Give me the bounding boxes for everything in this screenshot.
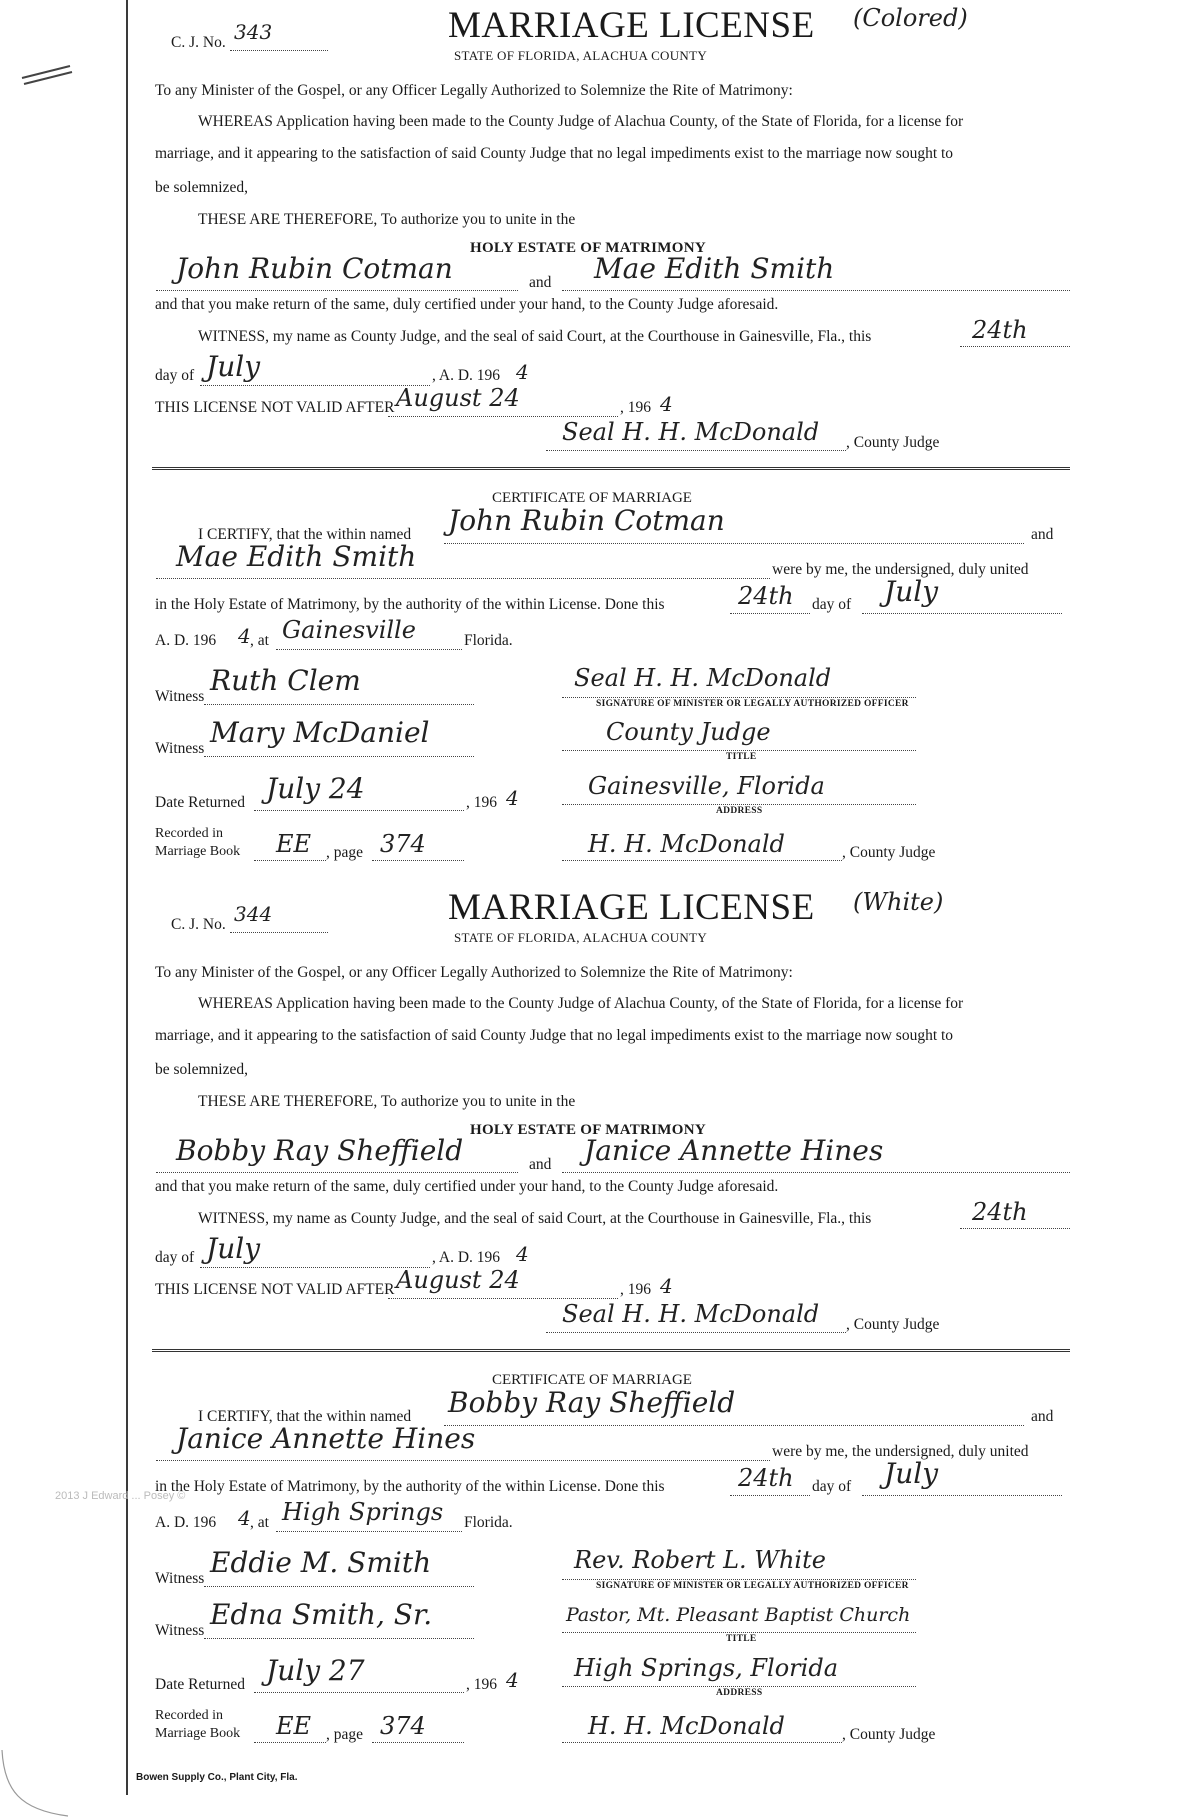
cert-day-of-label: day of — [812, 596, 852, 613]
not-valid-date: August 24 — [396, 384, 520, 412]
witness-label-1: Witness — [155, 688, 205, 705]
officer-title: Pastor, Mt. Pleasant Baptist Church — [566, 1604, 911, 1626]
cj-number: 344 — [234, 902, 273, 926]
recorder-judge-label: , County Judge — [842, 1726, 936, 1743]
day-of-label: day of — [155, 367, 195, 384]
at-label: , at — [250, 1514, 269, 1531]
book-value: EE — [276, 1712, 312, 1740]
address-caption: ADDRESS — [716, 806, 763, 816]
cert-day-of-label: day of — [812, 1478, 852, 1495]
license-subtitle: STATE OF FLORIDA, ALACHUA COUNTY — [454, 48, 708, 63]
certify-label: I CERTIFY, that the within named — [198, 1408, 412, 1425]
judge-signature: Seal H. H. McDonald — [562, 1300, 820, 1328]
watermark-text: 2013 J Edward ... Posey © — [55, 1490, 186, 1502]
date-returned-label: Date Returned — [155, 794, 245, 811]
recorded-label-1: Recorded in — [155, 826, 224, 841]
recorded-label-2: Marriage Book — [155, 844, 241, 859]
section-divider — [152, 1349, 1070, 1352]
license-subtitle: STATE OF FLORIDA, ALACHUA COUNTY — [454, 930, 708, 945]
not-valid-label: THIS LICENSE NOT VALID AFTER — [155, 1281, 395, 1298]
date-returned-label: Date Returned — [155, 1676, 245, 1693]
sig-caption: SIGNATURE OF MINISTER OR LEGALLY AUTHORIZED OFFICER — [596, 1581, 909, 1591]
judge-signature: Seal H. H. McDonald — [562, 418, 820, 446]
holy-line: in the Holy Estate of Matrimony, by the authority of the within License. Done this — [155, 596, 665, 613]
cert-groom: Bobby Ray Sheffield — [448, 1386, 736, 1419]
not-valid-year: 4 — [660, 392, 673, 416]
cj-label: C. J. No. — [171, 916, 226, 933]
title-caption: TITLE — [726, 752, 757, 762]
license-title: MARRIAGE LICENSE — [448, 887, 815, 928]
florida-label: Florida. — [464, 1514, 513, 1531]
license-month: July — [206, 1232, 261, 1265]
officer-title: County Judge — [606, 718, 771, 746]
whereas-line-3: be solemnized, — [155, 1061, 248, 1078]
recorder-signature: H. H. McDonald — [588, 830, 785, 858]
not-valid-label: THIS LICENSE NOT VALID AFTER — [155, 399, 395, 416]
cert-place: High Springs — [282, 1498, 444, 1526]
at-label: , at — [250, 632, 269, 649]
done-day: 24th — [738, 1464, 794, 1492]
page-label: , page — [326, 844, 364, 861]
cj-label: C. J. No. — [171, 34, 226, 51]
returned-year-label: , 196 — [466, 1676, 497, 1693]
whereas-line-2: marriage, and it appearing to the satisfaction of said County Judge that no legal impediments exist to the marriage now sought to — [155, 145, 954, 162]
not-valid-year-label: , 196 — [620, 1281, 651, 1298]
officer-signature: Rev. Robert L. White — [574, 1546, 826, 1574]
cert-title: CERTIFICATE OF MARRIAGE — [492, 490, 692, 506]
printer-footer: Bowen Supply Co., Plant City, Fla. — [136, 1772, 298, 1783]
witness-2-name: Mary McDaniel — [210, 716, 430, 749]
cert-year: 4 — [238, 1506, 251, 1530]
intro-line: To any Minister of the Gospel, or any Officer Legally Authorized to Solemnize the Rite of Matrimony: — [155, 82, 793, 99]
officer-signature: Seal H. H. McDonald — [574, 664, 832, 692]
whereas-line-2: marriage, and it appearing to the satisfaction of said County Judge that no legal impediments exist to the marriage now sought to — [155, 1027, 954, 1044]
bride-name: Janice Annette Hines — [584, 1134, 884, 1167]
margin-mark-icon — [18, 60, 76, 88]
holy-estate-heading: HOLY ESTATE OF MATRIMONY — [470, 240, 706, 256]
recorded-label-1: Recorded in — [155, 1708, 224, 1723]
address-value: Gainesville, Florida — [588, 772, 825, 800]
county-judge-label: , County Judge — [846, 434, 940, 451]
corner-fold-icon — [0, 1750, 70, 1818]
cert-title: CERTIFICATE OF MARRIAGE — [492, 1372, 692, 1388]
therefore-line: THESE ARE THEREFORE, To authorize you to unite in the — [198, 1093, 576, 1110]
returned-year-label: , 196 — [466, 794, 497, 811]
ad-label: , A. D. 196 — [432, 367, 501, 384]
not-valid-year: 4 — [660, 1274, 673, 1298]
book-value: EE — [276, 830, 312, 858]
done-day: 24th — [738, 582, 794, 610]
united-label: were by me, the undersigned, duly united — [772, 1443, 1029, 1460]
whereas-line-1: WHEREAS Application having been made to the County Judge of Alachua County, of the State of Florida, for a license for — [198, 995, 964, 1012]
race-note: (Colored) — [853, 4, 968, 32]
recorder-judge-label: , County Judge — [842, 844, 936, 861]
day-of-label: day of — [155, 1249, 195, 1266]
license-title: MARRIAGE LICENSE — [448, 5, 815, 46]
return-line: and that you make return of the same, duly certified under your hand, to the County Judge aforesaid. — [155, 1178, 779, 1195]
race-note: (White) — [853, 888, 944, 916]
license-year: 4 — [516, 360, 529, 384]
cert-year: 4 — [238, 624, 251, 648]
cj-number: 343 — [234, 20, 273, 44]
therefore-line: THESE ARE THEREFORE, To authorize you to unite in the — [198, 211, 576, 228]
witness-2-name: Edna Smith, Sr. — [210, 1598, 433, 1631]
florida-label: Florida. — [464, 632, 513, 649]
ad-prefix: A. D. 196 — [155, 1514, 217, 1531]
certify-label: I CERTIFY, that the within named — [198, 526, 412, 543]
witness-label-2: Witness — [155, 1622, 205, 1639]
cert-place: Gainesville — [282, 616, 416, 644]
return-line: and that you make return of the same, duly certified under your hand, to the County Judge aforesaid. — [155, 296, 779, 313]
and-label: and — [529, 274, 552, 291]
holy-line: in the Holy Estate of Matrimony, by the authority of the within License. Done this — [155, 1478, 665, 1495]
groom-name: John Rubin Cotman — [176, 252, 453, 285]
document-page — [126, 0, 1081, 1795]
county-judge-label: , County Judge — [846, 1316, 940, 1333]
witness-day: 24th — [972, 1198, 1028, 1226]
whereas-line-1: WHEREAS Application having been made to the County Judge of Alachua County, of the State of Florida, for a license for — [198, 113, 964, 130]
cert-bride: Janice Annette Hines — [176, 1422, 476, 1455]
page-label: , page — [326, 1726, 364, 1743]
date-returned: July 27 — [266, 1654, 365, 1687]
returned-year: 4 — [506, 1668, 519, 1692]
page-value: 374 — [380, 1712, 426, 1740]
not-valid-date: August 24 — [396, 1266, 520, 1294]
witness-label-1: Witness — [155, 1570, 205, 1587]
witness-1-name: Eddie M. Smith — [210, 1546, 432, 1579]
and-label: and — [529, 1156, 552, 1173]
witness-day: 24th — [972, 316, 1028, 344]
section-divider — [152, 467, 1070, 470]
address-value: High Springs, Florida — [574, 1654, 838, 1682]
cert-groom: John Rubin Cotman — [448, 504, 725, 537]
ad-prefix: A. D. 196 — [155, 632, 217, 649]
cert-and: and — [1031, 526, 1054, 543]
license-year: 4 — [516, 1242, 529, 1266]
not-valid-year-label: , 196 — [620, 399, 651, 416]
whereas-line-3: be solemnized, — [155, 179, 248, 196]
cert-bride: Mae Edith Smith — [176, 540, 417, 573]
address-caption: ADDRESS — [716, 1688, 763, 1698]
sig-caption: SIGNATURE OF MINISTER OR LEGALLY AUTHORIZED OFFICER — [596, 699, 909, 709]
page-value: 374 — [380, 830, 426, 858]
cert-month: July — [884, 575, 939, 608]
returned-year: 4 — [506, 786, 519, 810]
recorded-label-2: Marriage Book — [155, 1726, 241, 1741]
cert-and: and — [1031, 1408, 1054, 1425]
holy-estate-heading: HOLY ESTATE OF MATRIMONY — [470, 1122, 706, 1138]
recorder-signature: H. H. McDonald — [588, 1712, 785, 1740]
witness-label-2: Witness — [155, 740, 205, 757]
license-month: July — [206, 350, 261, 383]
witness-1-name: Ruth Clem — [210, 664, 361, 697]
witness-line: WITNESS, my name as County Judge, and the seal of said Court, at the Courthouse in Gainesville, Fla., this — [198, 328, 872, 345]
date-returned: July 24 — [266, 772, 365, 805]
united-label: were by me, the undersigned, duly united — [772, 561, 1029, 578]
groom-name: Bobby Ray Sheffield — [176, 1134, 464, 1167]
title-caption: TITLE — [726, 1634, 757, 1644]
ad-label: , A. D. 196 — [432, 1249, 501, 1266]
intro-line: To any Minister of the Gospel, or any Officer Legally Authorized to Solemnize the Rite of Matrimony: — [155, 964, 793, 981]
bride-name: Mae Edith Smith — [594, 252, 835, 285]
witness-line: WITNESS, my name as County Judge, and the seal of said Court, at the Courthouse in Gainesville, Fla., this — [198, 1210, 872, 1227]
cert-month: July — [884, 1457, 939, 1490]
